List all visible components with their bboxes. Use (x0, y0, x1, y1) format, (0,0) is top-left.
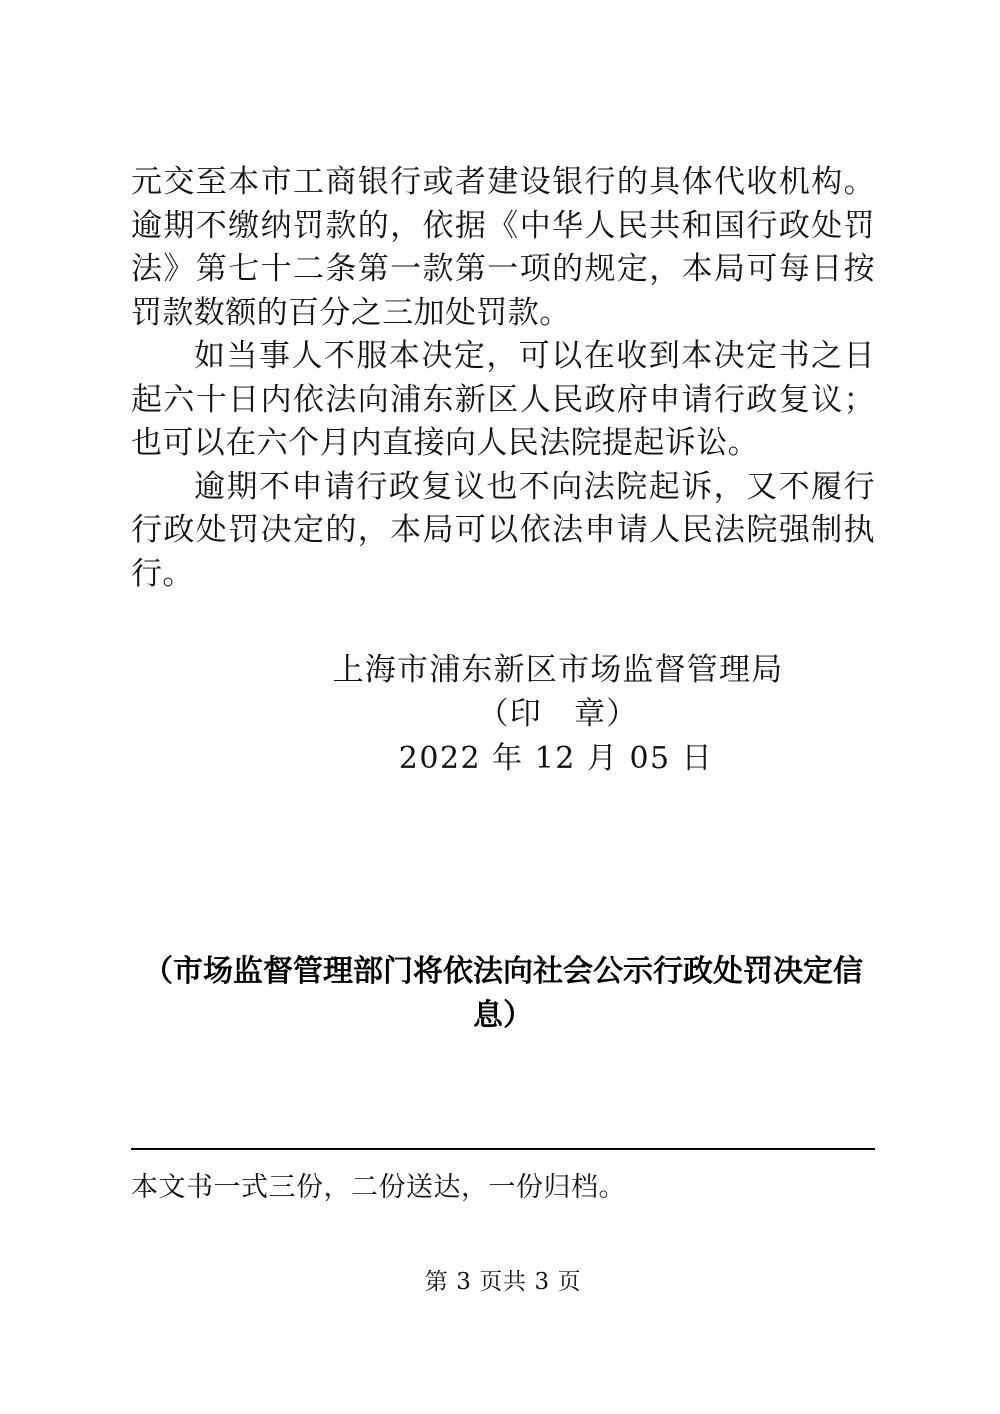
issuing-agency-name: 上海市浦东新区市场监督管理局 (332, 652, 784, 688)
paragraph-compulsory-enforcement: 逾期不申请行政复议也不向法院起诉，又不履行行政处罚决定的，本局可以依法申请人民法院强制执行。 (131, 468, 875, 592)
public-disclosure-notice: （市场监督管理部门将依法向社会公示行政处罚决定信息） (143, 954, 863, 1033)
paragraph-payment-and-late-fee: 元交至本市工商银行或者建设银行的具体代收机构。逾期不缴纳罚款的，依据《中华人民共和国行政处罚法》第七十二条第一款第一项的规定，本局可每日按罚款数额的百分之三加处罚款。 (131, 164, 875, 331)
signature-block (131, 648, 875, 782)
footer-divider (131, 1148, 875, 1150)
copies-distribution-note: 本文书一式三份，二份送达，一份归档。 (131, 1172, 626, 1203)
decision-date: 2022 年 12 月 05 日 (398, 741, 714, 776)
official-seal-placeholder: （印 章） (477, 696, 639, 732)
paragraph-review-and-litigation-rights: 如当事人不服本决定，可以在收到本决定书之日起六十日内依法向浦东新区人民政府申请行政复议；也可以在六个月内直接向人民法院提起诉讼。 (131, 338, 875, 461)
page-number: 第 3 页共 3 页 (424, 1269, 582, 1295)
document-body (131, 161, 875, 596)
